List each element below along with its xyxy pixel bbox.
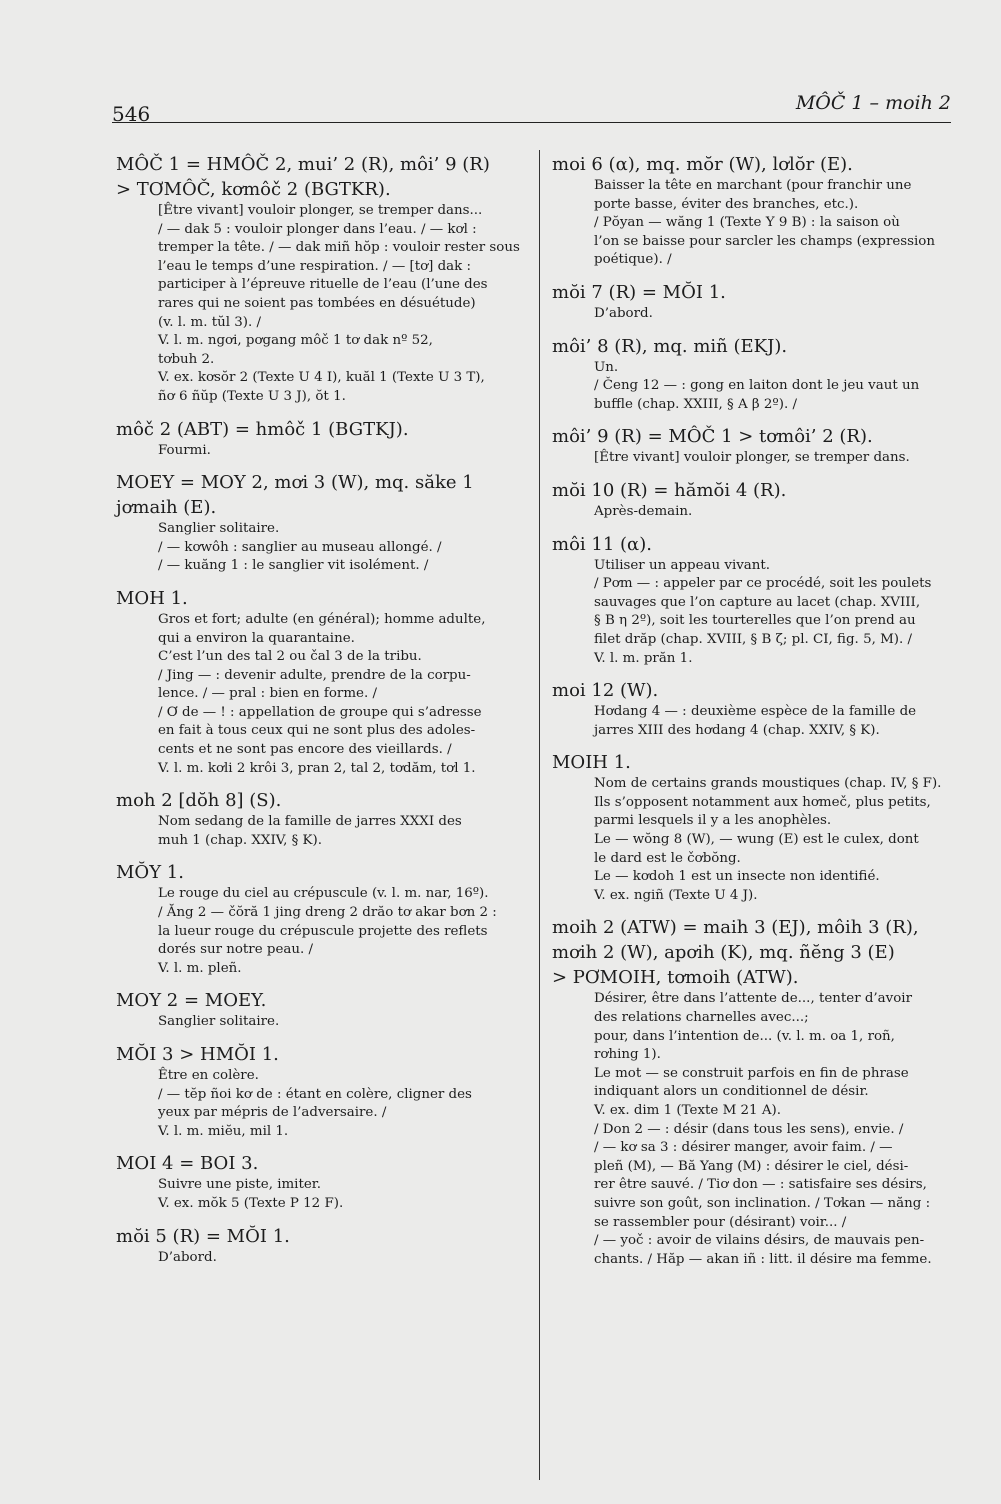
headword: moi 12 (W). bbox=[552, 680, 659, 702]
definition: [Être vivant] vouloir plonger, se tremper dans. bbox=[594, 450, 910, 466]
entry bbox=[116, 1224, 520, 1268]
entry bbox=[116, 1042, 520, 1141]
left-column bbox=[116, 152, 520, 1277]
definition: Le rouge du ciel au crépuscule (v. l. m. nar, 16º). / Ăng 2 — čŏră 1 jing dreng 2 drăo tơ akar bơn 2 : la lueur rouge du crépuscule projette des reflets dorés sur notre peau. / V. l. m. pleñ. bbox=[158, 886, 497, 976]
entry bbox=[116, 988, 520, 1032]
running-head: MÔČ 1 – moih 2 bbox=[795, 92, 951, 114]
header-rule bbox=[112, 122, 951, 123]
definition: Désirer, être dans l’attente de..., tenter d’avoir des relations charnelles avec...; pour, dans l’intention de... (v. l. m. oa 1, roñ, rơhing 1). Le mot — se construit parfois en fin de phrase indiquant alors un conditionnel de désir. V. ex. dim 1 (Texte M 21 A). / Don 2 — : désir (dans tous les sens), envie. / / — kơ sa 3 : désirer manger, avoir faim. / — pleñ (M), — Bă Yang (M) : désirer le ciel, dési- rer être sauvé. / Tiơ don — : satisfaire ses désirs, suivre son goût, son inclination. / Tơkan — năng : se rassembler pour (désirant) voir... / / — yoč : avoir de vilains désirs, de mauvais pen- chants. / Hăp — akan iñ : litt. il désire ma femme. bbox=[594, 991, 932, 1267]
right-column bbox=[552, 152, 950, 1279]
definition: Hơdang 4 — : deuxième espèce de la famille de jarres XIII des hơdang 4 (chap. XXIV, § K). bbox=[594, 704, 917, 738]
headword: MOI 4 = BOI 3. bbox=[116, 1153, 259, 1175]
definition: D’abord. bbox=[158, 1249, 217, 1265]
definition: Sanglier solitaire. / — kơwôh : sanglier au museau allongé. / / — kuăng 1 : le sanglier vit isolément. / bbox=[158, 521, 442, 574]
headword: MŎI 3 > HMŎI 1. bbox=[116, 1044, 279, 1065]
entry bbox=[552, 280, 950, 324]
entry bbox=[552, 478, 950, 522]
entry bbox=[116, 470, 520, 576]
page-header bbox=[112, 92, 951, 126]
headword: MOEY = MOY 2, mơi 3 (W), mq. săke 1 jơmaih (E). bbox=[116, 472, 474, 519]
headword: MOY 2 = MOEY. bbox=[116, 990, 267, 1012]
definition: Baisser la tête en marchant (pour franchir une porte basse, éviter des branches, etc.). / Pŏyan — wăng 1 (Texte Y 9 B) : la saison où l’on se baisse pour sarcler les champs (expression poétique). / bbox=[594, 178, 935, 268]
definition: Nom de certains grands moustiques (chap. IV, § F). Ils s’opposent notamment aux hơmeč, plus petits, parmi lesquels il y a les anophèles. Le — wŏng 8 (W), — wung (E) est le culex, dont le dard est le čơbŏng. Le — kơdoh 1 est un insecte non identifié. V. ex. ngiñ (Texte U 4 J). bbox=[594, 776, 942, 903]
headword: moh 2 [dŏh 8] (S). bbox=[116, 790, 282, 812]
definition: Suivre une piste, imiter. V. ex. mŏk 5 (Texte P 12 F). bbox=[158, 1177, 344, 1211]
entry bbox=[552, 750, 950, 905]
entry bbox=[552, 152, 950, 270]
definition: [Être vivant] vouloir plonger, se tremper dans... / — dak 5 : vouloir plonger dans l’eau. / — kơl : tremper la tête. / — dak miñ hŏp : vouloir rester sous l’eau le temps d’une respiration. / — [tơ] dak : participer à l’épreuve rituelle de l’eau (l’une des rares qui ne soient pas tombées en désuétude) (v. l. m. tŭl 3). / V. l. m. ngơi, pơgang môč 1 tơ dak nº 52, tơbuh 2. V. ex. kơsŏr 2 (Texte U 4 I), kuăl 1 (Texte U 3 T), ñơ 6 ñŭp (Texte U 3 J), ŏt 1. bbox=[158, 203, 520, 404]
definition: Fourmi. bbox=[158, 442, 211, 458]
entry bbox=[552, 424, 950, 468]
definition: Être en colère. / — tĕp ñoi kơ de : étant en colère, cligner des yeux par mépris de l’adversaire. / V. l. m. miĕu, mil 1. bbox=[158, 1068, 472, 1139]
column-divider bbox=[539, 150, 540, 1480]
headword: môi’ 8 (R), mq. miñ (EKJ). bbox=[552, 335, 788, 357]
headword: môi 11 (α). bbox=[552, 533, 652, 555]
headword: mŏi 5 (R) = MŎI 1. bbox=[116, 1225, 290, 1247]
entry bbox=[116, 860, 520, 978]
entry bbox=[552, 334, 950, 415]
entry bbox=[552, 678, 950, 740]
headword: mŏi 7 (R) = MŎI 1. bbox=[552, 281, 726, 303]
entry bbox=[116, 788, 520, 850]
page-number: 546 bbox=[112, 102, 151, 126]
headword: moih 2 (ATW) = maih 3 (EJ), môih 3 (R), mơih 2 (W), apơih (K), mq. ñĕng 3 (E) > PƠMOIH, tơmoih (ATW). bbox=[552, 917, 919, 989]
entry bbox=[552, 532, 950, 669]
definition: Après-demain. bbox=[594, 503, 693, 519]
headword: mŏi 10 (R) = hămŏi 4 (R). bbox=[552, 479, 787, 501]
headword: MOIH 1. bbox=[552, 752, 631, 774]
headword: moi 6 (α), mq. mŏr (W), lơlŏr (E). bbox=[552, 154, 853, 175]
definition: Sanglier solitaire. bbox=[158, 1014, 280, 1030]
entry bbox=[116, 417, 520, 461]
headword: MÔČ 1 = HMÔČ 2, mui’ 2 (R), môi’ 9 (R) > TƠMÔČ, kơmôč 2 (BGTKR). bbox=[116, 154, 490, 200]
entry bbox=[116, 152, 520, 407]
definition: Nom sedang de la famille de jarres XXXI des muh 1 (chap. XXIV, § K). bbox=[158, 814, 462, 848]
definition: D’abord. bbox=[594, 305, 653, 321]
headword: MŎY 1. bbox=[116, 862, 184, 884]
entry bbox=[116, 1151, 520, 1213]
entry bbox=[116, 586, 520, 778]
definition: Utiliser un appeau vivant. / Pơm — : appeler par ce procédé, soit les poulets sauvages que l’on capture au lacet (chap. XVIII, § B η 2º), soit les tourterelles que l’on prend au filet drăp (chap. XVIII, § B ζ; pl. CI, fig. 5, M). / V. l. m. prăn 1. bbox=[594, 557, 932, 666]
definition: Un. / Čeng 12 — : gong en laiton dont le jeu vaut un buffle (chap. XXIII, § A β 2º). / bbox=[594, 359, 920, 412]
entry bbox=[552, 915, 950, 1269]
headword: môi’ 9 (R) = MÔČ 1 > tơmôi’ 2 (R). bbox=[552, 426, 873, 448]
headword: môč 2 (ABT) = hmôč 1 (BGTKJ). bbox=[116, 418, 409, 440]
headword: MOH 1. bbox=[116, 587, 188, 609]
definition: Gros et fort; adulte (en général); homme adulte, qui a environ la quarantaine. C’est l’un des tal 2 ou čal 3 de la tribu. / Jing — : devenir adulte, prendre de la corpu- lence. / — pral : bien en forme. / / Ơ de — ! : appellation de groupe qui s’adresse en fait à tous ceux qui ne sont plus des adoles- cents et ne sont pas encore des vieillards. / V. l. m. kơli 2 krôi 3, pran 2, tal 2, tơdăm, tơl 1. bbox=[158, 611, 486, 776]
